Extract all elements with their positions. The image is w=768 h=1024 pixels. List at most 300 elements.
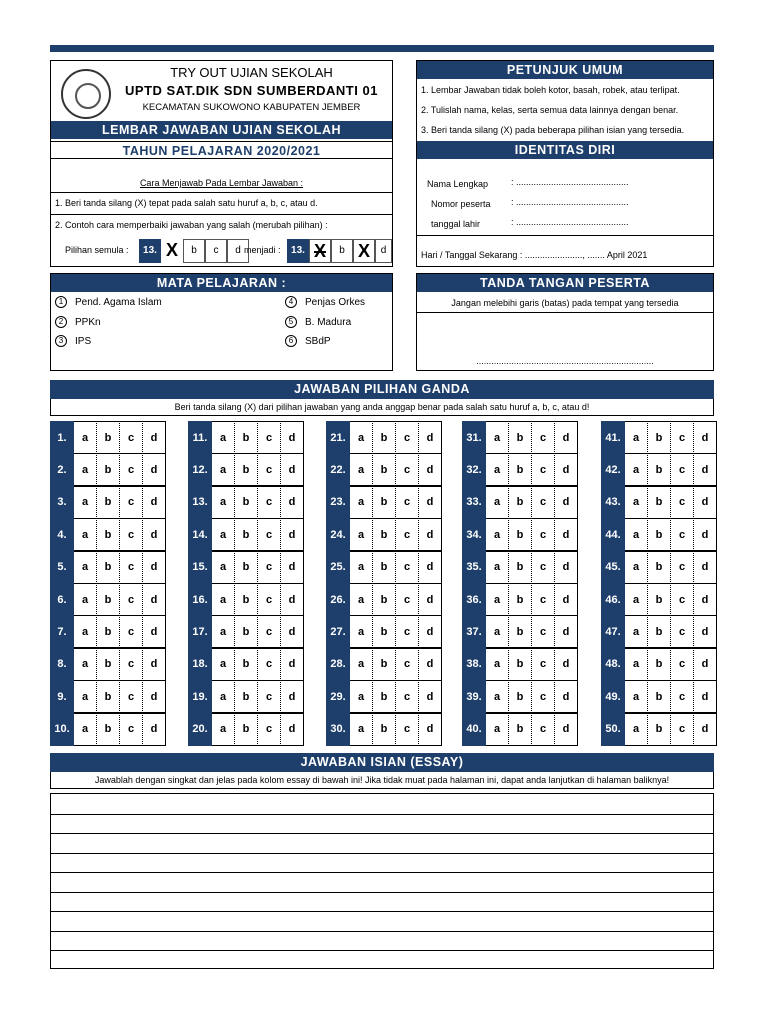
answer-option-c[interactable]: c — [258, 583, 281, 616]
answer-option-c[interactable]: c — [671, 583, 694, 616]
answer-option-c[interactable]: c — [671, 486, 694, 519]
answer-option-d[interactable]: d — [281, 518, 304, 551]
answer-option-a[interactable]: a — [74, 421, 97, 454]
answer-option-a[interactable]: a — [486, 486, 509, 519]
answer-option-d[interactable]: d — [694, 713, 717, 746]
example-option-c: c — [205, 239, 227, 263]
answer-option-b[interactable]: b — [235, 615, 258, 648]
signature-title: TANDA TANGAN PESERTA — [417, 274, 713, 292]
answer-option-a[interactable]: a — [350, 648, 373, 681]
question-number: 20. — [188, 713, 212, 746]
answer-option-d[interactable]: d — [419, 421, 442, 454]
question-number: 19. — [188, 680, 212, 713]
subject-item[interactable]: 6 SBdP — [285, 335, 331, 347]
answer-option-b[interactable]: b — [97, 486, 120, 519]
answer-option-d[interactable]: d — [419, 583, 442, 616]
question-number: 8. — [50, 648, 74, 681]
answer-option-b[interactable]: b — [509, 713, 532, 746]
question-number: 2. — [50, 453, 74, 486]
answer-option-b[interactable]: b — [235, 486, 258, 519]
question-number: 11. — [188, 421, 212, 454]
answer-option-d[interactable]: d — [143, 713, 166, 746]
exam-title: TRY OUT UJIAN SEKOLAH — [170, 65, 333, 80]
answer-option-b[interactable]: b — [373, 551, 396, 584]
question-row — [188, 615, 304, 648]
answer-option-c[interactable]: c — [532, 680, 555, 713]
answer-option-b[interactable]: b — [235, 713, 258, 746]
answer-option-c[interactable]: c — [258, 615, 281, 648]
answer-option-d[interactable]: d — [555, 648, 578, 681]
answer-option-a[interactable]: a — [625, 648, 648, 681]
answer-option-c[interactable]: c — [671, 615, 694, 648]
answer-option-a[interactable]: a — [212, 648, 235, 681]
answer-option-d[interactable]: d — [555, 518, 578, 551]
answer-option-a[interactable]: a — [212, 421, 235, 454]
question-row — [601, 518, 717, 551]
subject-item[interactable]: 3 IPS — [55, 335, 91, 347]
answer-option-c[interactable]: c — [532, 486, 555, 519]
answer-option-b[interactable]: b — [509, 583, 532, 616]
answer-option-a[interactable]: a — [74, 551, 97, 584]
answer-option-b[interactable]: b — [648, 486, 671, 519]
answer-option-d[interactable]: d — [419, 518, 442, 551]
answer-option-b[interactable]: b — [373, 648, 396, 681]
answer-option-c[interactable]: c — [671, 421, 694, 454]
question-number: 46. — [601, 583, 625, 616]
question-number: 6. — [50, 583, 74, 616]
answer-option-b[interactable]: b — [648, 615, 671, 648]
answer-option-b[interactable]: b — [235, 551, 258, 584]
essay-line — [51, 814, 713, 815]
answer-option-a[interactable]: a — [625, 551, 648, 584]
answer-option-d[interactable]: d — [419, 713, 442, 746]
answer-option-a[interactable]: a — [74, 453, 97, 486]
answer-option-b[interactable]: b — [509, 486, 532, 519]
question-row — [462, 680, 578, 713]
question-row — [50, 518, 166, 551]
essay-answer-area[interactable] — [50, 793, 714, 969]
question-number: 37. — [462, 615, 486, 648]
question-number: 7. — [50, 615, 74, 648]
answer-option-d[interactable]: d — [694, 648, 717, 681]
identitas-title: IDENTITAS DIRI — [417, 141, 713, 159]
essay-line — [51, 931, 713, 932]
answer-option-a[interactable]: a — [350, 615, 373, 648]
question-number: 43. — [601, 486, 625, 519]
answer-option-b[interactable]: b — [648, 713, 671, 746]
subjects-title: MATA PELAJARAN : — [51, 274, 392, 292]
answer-option-c[interactable]: c — [671, 518, 694, 551]
answer-option-d[interactable]: d — [555, 680, 578, 713]
question-row — [326, 648, 442, 681]
answer-option-c[interactable]: c — [396, 486, 419, 519]
answer-option-b[interactable]: b — [97, 551, 120, 584]
answer-option-d[interactable]: d — [694, 551, 717, 584]
essay-line — [51, 833, 713, 834]
answer-option-d[interactable]: d — [555, 453, 578, 486]
answer-option-d[interactable]: d — [555, 421, 578, 454]
answer-option-b[interactable]: b — [648, 648, 671, 681]
question-number: 41. — [601, 421, 625, 454]
answer-option-a[interactable]: a — [74, 486, 97, 519]
answer-option-a[interactable]: a — [486, 615, 509, 648]
question-row — [50, 713, 166, 746]
answer-option-b[interactable]: b — [509, 615, 532, 648]
answer-option-a[interactable]: a — [625, 453, 648, 486]
answer-option-b[interactable]: b — [509, 551, 532, 584]
answer-option-d[interactable]: d — [143, 680, 166, 713]
answer-option-a[interactable]: a — [625, 486, 648, 519]
answer-option-c[interactable]: c — [120, 648, 143, 681]
essay-line — [51, 950, 713, 951]
answer-option-d[interactable]: d — [419, 615, 442, 648]
answer-option-c[interactable]: c — [532, 453, 555, 486]
answer-option-d[interactable]: d — [143, 421, 166, 454]
answer-option-a[interactable]: a — [486, 680, 509, 713]
answer-option-d[interactable]: d — [143, 615, 166, 648]
answer-option-b[interactable]: b — [235, 583, 258, 616]
answer-option-b[interactable]: b — [648, 421, 671, 454]
question-row — [188, 551, 304, 584]
answer-option-a[interactable]: a — [625, 680, 648, 713]
answer-option-c[interactable]: c — [120, 583, 143, 616]
question-number: 10. — [50, 713, 74, 746]
answer-option-a[interactable]: a — [486, 551, 509, 584]
answer-option-d[interactable]: d — [419, 680, 442, 713]
answer-option-c[interactable]: c — [532, 615, 555, 648]
question-row — [326, 583, 442, 616]
answer-option-a[interactable]: a — [350, 453, 373, 486]
date-line[interactable]: Hari / Tanggal Sekarang : ......................., ....... April 2021 — [421, 250, 648, 260]
answer-option-a[interactable]: a — [350, 551, 373, 584]
answer-option-c[interactable]: c — [258, 421, 281, 454]
answer-option-a[interactable]: a — [212, 713, 235, 746]
question-number: 15. — [188, 551, 212, 584]
answer-option-a[interactable]: a — [625, 583, 648, 616]
answer-option-b[interactable]: b — [97, 615, 120, 648]
signature-note: Jangan melebihi garis (batas) pada tempat yang tersedia — [451, 298, 679, 308]
question-number: 31. — [462, 421, 486, 454]
question-number: 49. — [601, 680, 625, 713]
answer-option-b[interactable]: b — [648, 583, 671, 616]
answer-option-a[interactable]: a — [74, 680, 97, 713]
answer-option-a[interactable]: a — [74, 648, 97, 681]
answer-option-b[interactable]: b — [97, 421, 120, 454]
answer-option-d[interactable]: d — [143, 551, 166, 584]
question-number: 30. — [326, 713, 350, 746]
answer-option-d[interactable]: d — [694, 615, 717, 648]
answer-option-c[interactable]: c — [258, 680, 281, 713]
question-row — [462, 486, 578, 519]
answer-option-b[interactable]: b — [235, 518, 258, 551]
answer-option-c[interactable]: c — [120, 518, 143, 551]
answer-option-d[interactable]: d — [281, 421, 304, 454]
question-number: 23. — [326, 486, 350, 519]
subject-item[interactable]: 1 Pend. Agama Islam — [55, 296, 162, 308]
answer-option-a[interactable]: a — [486, 421, 509, 454]
essay-line — [51, 853, 713, 854]
answer-option-a[interactable]: a — [625, 713, 648, 746]
question-row — [462, 453, 578, 486]
answer-option-b[interactable]: b — [373, 713, 396, 746]
answer-option-c[interactable]: c — [396, 713, 419, 746]
answer-option-c[interactable]: c — [532, 648, 555, 681]
answer-option-d[interactable]: d — [694, 486, 717, 519]
answer-option-d[interactable]: d — [281, 713, 304, 746]
answer-option-b[interactable]: b — [235, 421, 258, 454]
question-number: 29. — [326, 680, 350, 713]
question-number: 26. — [326, 583, 350, 616]
answer-option-d[interactable]: d — [281, 648, 304, 681]
answer-option-b[interactable]: b — [235, 453, 258, 486]
essay-title: JAWABAN ISIAN (ESSAY) — [50, 753, 714, 772]
answer-option-d[interactable]: d — [694, 680, 717, 713]
answer-option-c[interactable]: c — [258, 551, 281, 584]
answer-option-b[interactable]: b — [373, 453, 396, 486]
answer-option-b[interactable]: b — [235, 648, 258, 681]
answer-option-a[interactable]: a — [350, 518, 373, 551]
answer-option-b[interactable]: b — [235, 680, 258, 713]
answer-option-c[interactable]: c — [396, 648, 419, 681]
answer-option-c[interactable]: c — [532, 583, 555, 616]
answer-option-a[interactable]: a — [212, 518, 235, 551]
answer-option-c[interactable]: c — [120, 551, 143, 584]
answer-option-d[interactable]: d — [143, 583, 166, 616]
question-row — [601, 713, 717, 746]
answer-option-a[interactable]: a — [212, 680, 235, 713]
answer-option-b[interactable]: b — [509, 453, 532, 486]
answer-option-b[interactable]: b — [97, 453, 120, 486]
answer-option-b[interactable]: b — [509, 648, 532, 681]
answer-option-a[interactable]: a — [486, 583, 509, 616]
question-row — [50, 583, 166, 616]
answer-option-b[interactable]: b — [97, 648, 120, 681]
answer-option-b[interactable]: b — [97, 518, 120, 551]
answer-option-b[interactable]: b — [373, 680, 396, 713]
answer-option-c[interactable]: c — [258, 453, 281, 486]
answer-option-c[interactable]: c — [396, 421, 419, 454]
answer-option-b[interactable]: b — [648, 551, 671, 584]
question-row — [601, 615, 717, 648]
answer-option-c[interactable]: c — [532, 518, 555, 551]
answer-option-d[interactable]: d — [419, 648, 442, 681]
answer-option-a[interactable]: a — [486, 453, 509, 486]
answer-option-b[interactable]: b — [373, 421, 396, 454]
question-row — [601, 486, 717, 519]
answer-option-c[interactable]: c — [120, 615, 143, 648]
answer-option-a[interactable]: a — [212, 486, 235, 519]
answer-option-b[interactable]: b — [509, 518, 532, 551]
answer-option-a[interactable]: a — [350, 421, 373, 454]
answer-option-c[interactable]: c — [120, 453, 143, 486]
answer-option-a[interactable]: a — [486, 713, 509, 746]
example-after-label: menjadi : — [244, 245, 281, 255]
general-instructions — [416, 60, 714, 267]
answer-option-b[interactable]: b — [97, 680, 120, 713]
answer-option-d[interactable]: d — [694, 421, 717, 454]
school-logo-icon — [61, 69, 111, 119]
question-number: 48. — [601, 648, 625, 681]
answer-option-a[interactable]: a — [350, 583, 373, 616]
answer-option-b[interactable]: b — [373, 615, 396, 648]
question-row — [326, 486, 442, 519]
answer-option-d[interactable]: d — [143, 518, 166, 551]
question-number: 5. — [50, 551, 74, 584]
example-option-d-after: d — [375, 239, 392, 263]
answer-option-d[interactable]: d — [143, 453, 166, 486]
answer-option-c[interactable]: c — [120, 680, 143, 713]
answer-option-c[interactable]: c — [396, 615, 419, 648]
instruction-2: 2. Contoh cara memperbaiki jawaban yang salah (merubah pilihan) : — [55, 220, 328, 230]
answer-option-d[interactable]: d — [694, 583, 717, 616]
example-before-label: Pilihan semula : — [65, 245, 129, 255]
question-row — [601, 421, 717, 454]
question-number: 34. — [462, 518, 486, 551]
subjects-panel — [50, 273, 393, 371]
answer-option-c[interactable]: c — [671, 453, 694, 486]
answer-option-d[interactable]: d — [281, 486, 304, 519]
answer-option-c[interactable]: c — [120, 421, 143, 454]
question-row — [326, 680, 442, 713]
question-row — [188, 453, 304, 486]
essay-line — [51, 892, 713, 893]
question-row — [50, 648, 166, 681]
answer-option-c[interactable]: c — [532, 551, 555, 584]
subject-item[interactable]: 5 B. Madura — [285, 316, 351, 328]
answer-option-b[interactable]: b — [373, 486, 396, 519]
question-row — [326, 713, 442, 746]
answer-option-d[interactable]: d — [281, 583, 304, 616]
answer-option-b[interactable]: b — [648, 680, 671, 713]
district-name: KECAMATAN SUKOWONO KABUPATEN JEMBER — [142, 102, 361, 113]
answer-option-d[interactable]: d — [555, 583, 578, 616]
answer-option-a[interactable]: a — [350, 486, 373, 519]
question-row — [188, 486, 304, 519]
answer-option-b[interactable]: b — [373, 518, 396, 551]
answer-option-b[interactable]: b — [97, 583, 120, 616]
exam-header — [50, 60, 393, 267]
question-row — [462, 713, 578, 746]
answer-option-b[interactable]: b — [509, 421, 532, 454]
answer-option-d[interactable]: d — [555, 551, 578, 584]
answer-option-d[interactable]: d — [281, 680, 304, 713]
answer-option-d[interactable]: d — [143, 486, 166, 519]
question-number: 28. — [326, 648, 350, 681]
field-label-number: Nomor peserta — [431, 199, 491, 209]
answer-option-a[interactable]: a — [212, 615, 235, 648]
answer-option-d[interactable]: d — [694, 453, 717, 486]
answer-option-d[interactable]: d — [281, 615, 304, 648]
question-row — [601, 583, 717, 616]
answer-option-d[interactable]: d — [419, 551, 442, 584]
question-row — [188, 421, 304, 454]
field-birthdate[interactable]: : ............................................. — [511, 217, 629, 227]
answer-option-d[interactable]: d — [281, 453, 304, 486]
answer-option-a[interactable]: a — [486, 518, 509, 551]
answer-option-a[interactable]: a — [212, 583, 235, 616]
answer-option-c[interactable]: c — [532, 421, 555, 454]
answer-option-d[interactable]: d — [419, 453, 442, 486]
subject-item[interactable]: 2 PPKn — [55, 316, 101, 328]
question-number: 18. — [188, 648, 212, 681]
answer-option-d[interactable]: d — [555, 615, 578, 648]
field-name[interactable]: : ............................................. — [511, 177, 629, 187]
question-number: 32. — [462, 453, 486, 486]
answer-option-a[interactable]: a — [350, 713, 373, 746]
answer-option-b[interactable]: b — [509, 680, 532, 713]
answer-option-b[interactable]: b — [97, 713, 120, 746]
answer-option-a[interactable]: a — [625, 615, 648, 648]
answer-option-a[interactable]: a — [350, 680, 373, 713]
answer-option-b[interactable]: b — [648, 518, 671, 551]
answer-option-a[interactable]: a — [74, 615, 97, 648]
answer-option-c[interactable]: c — [396, 453, 419, 486]
answer-option-c[interactable]: c — [258, 713, 281, 746]
answer-option-a[interactable]: a — [625, 421, 648, 454]
answer-option-c[interactable]: c — [671, 713, 694, 746]
answer-option-c[interactable]: c — [396, 551, 419, 584]
subject-item[interactable]: 4 Penjas Orkes — [285, 296, 365, 308]
answer-option-c[interactable]: c — [258, 648, 281, 681]
essay-line — [51, 872, 713, 873]
answer-option-c[interactable]: c — [671, 551, 694, 584]
field-number[interactable]: : ............................................. — [511, 197, 629, 207]
answer-option-d[interactable]: d — [555, 486, 578, 519]
question-row — [188, 518, 304, 551]
answer-option-c[interactable]: c — [258, 486, 281, 519]
answer-option-c[interactable]: c — [396, 583, 419, 616]
answer-option-a[interactable]: a — [74, 518, 97, 551]
answer-option-d[interactable]: d — [555, 713, 578, 746]
answer-option-c[interactable]: c — [671, 680, 694, 713]
answer-option-a[interactable]: a — [625, 518, 648, 551]
question-number: 3. — [50, 486, 74, 519]
answer-option-c[interactable]: c — [258, 518, 281, 551]
answer-option-a[interactable]: a — [74, 583, 97, 616]
answer-option-b[interactable]: b — [373, 583, 396, 616]
question-number: 12. — [188, 453, 212, 486]
answer-option-c[interactable]: c — [671, 648, 694, 681]
answer-option-d[interactable]: d — [281, 551, 304, 584]
question-row — [326, 453, 442, 486]
answer-option-c[interactable]: c — [120, 486, 143, 519]
answer-option-c[interactable]: c — [532, 713, 555, 746]
question-number: 42. — [601, 453, 625, 486]
question-number: 25. — [326, 551, 350, 584]
signature-line[interactable]: ....................................................................... — [476, 356, 654, 366]
answer-option-a[interactable]: a — [212, 453, 235, 486]
answer-option-d[interactable]: d — [143, 648, 166, 681]
essay-instruction: Jawablah dengan singkat dan jelas pada kolom essay di bawah ini! Jika tidak muat pada halaman ini, dapat anda lanjutkan di halaman baliknya! — [50, 772, 714, 789]
answer-option-a[interactable]: a — [74, 713, 97, 746]
question-row — [601, 648, 717, 681]
answer-option-c[interactable]: c — [396, 518, 419, 551]
answer-option-a[interactable]: a — [212, 551, 235, 584]
question-row — [50, 453, 166, 486]
answer-option-b[interactable]: b — [648, 453, 671, 486]
answer-option-d[interactable]: d — [419, 486, 442, 519]
example-number: 13. — [139, 239, 161, 263]
example-option-d: d — [227, 239, 249, 263]
petunjuk-item-3: 3. Beri tanda silang (X) pada beberapa pilihan isian yang tersedia. — [421, 125, 685, 135]
multiple-choice-title: JAWABAN PILIHAN GANDA — [50, 380, 714, 399]
answer-option-c[interactable]: c — [396, 680, 419, 713]
question-number: 21. — [326, 421, 350, 454]
question-number: 16. — [188, 583, 212, 616]
answer-option-d[interactable]: d — [694, 518, 717, 551]
answer-option-c[interactable]: c — [120, 713, 143, 746]
answer-option-a[interactable]: a — [486, 648, 509, 681]
